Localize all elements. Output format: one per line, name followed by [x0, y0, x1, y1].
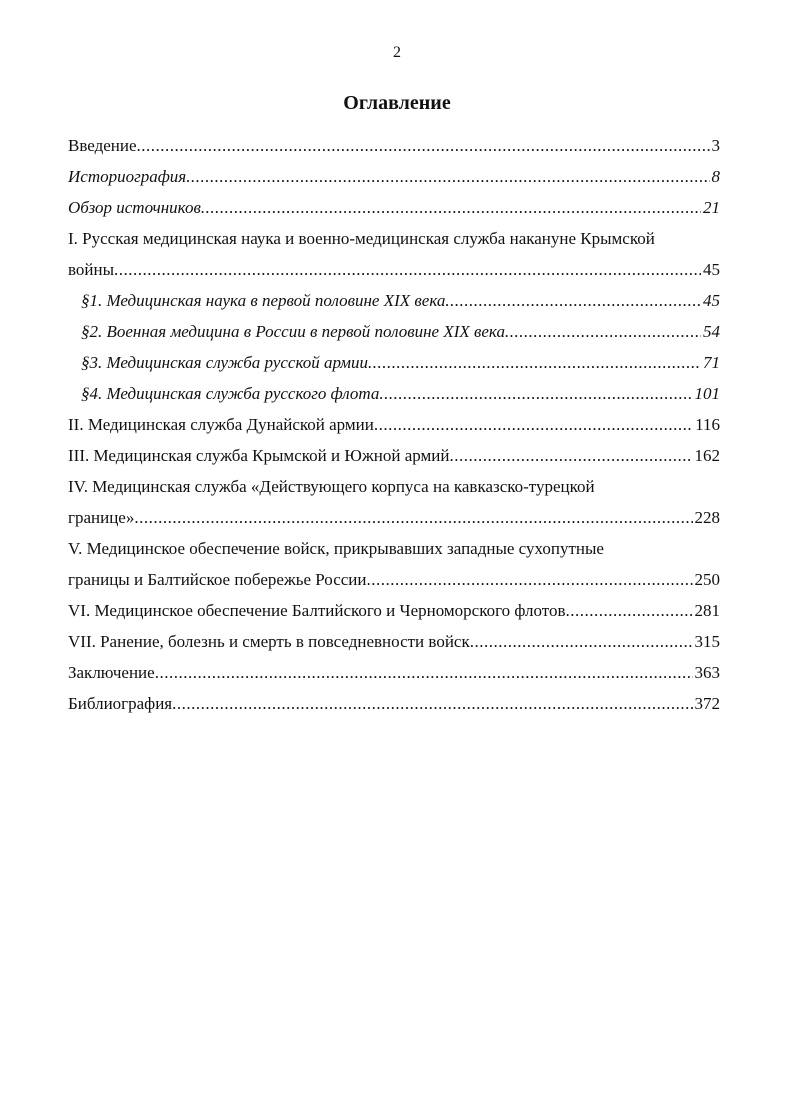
- toc-entry-label: Библиография: [68, 694, 173, 713]
- toc-entry-label: Заключение: [68, 663, 155, 682]
- toc-entry-sources[interactable]: [68, 194, 720, 225]
- toc-entry-chapter-1[interactable]: [68, 225, 720, 287]
- toc-entry-label: Введение: [68, 136, 137, 155]
- leader-dots: [505, 318, 701, 349]
- toc-entry-section-3[interactable]: [68, 349, 720, 380]
- leader-dots: [155, 659, 693, 690]
- toc-entry-label: Обзор источников: [68, 198, 201, 217]
- toc-entry-label: границе»: [68, 508, 135, 527]
- page-title: Оглавление: [343, 92, 451, 114]
- leader-dots: [565, 597, 692, 628]
- leader-dots: [201, 194, 701, 225]
- leader-dots: [449, 442, 692, 473]
- leader-dots: [445, 287, 701, 318]
- toc-entry-section-4[interactable]: [68, 380, 720, 411]
- toc-entry-label: §3. Медицинская служба русской армии: [81, 353, 369, 372]
- toc-entry-page: 363: [694, 663, 720, 682]
- toc-entry-chapter-7[interactable]: [68, 628, 720, 659]
- leader-dots: [374, 411, 693, 442]
- toc-entry-page: 116: [695, 415, 720, 434]
- toc-entry-chapter-5[interactable]: [68, 535, 720, 597]
- leader-dots: [470, 628, 693, 659]
- toc-entry-label: границы и Балтийское побережье России: [68, 570, 367, 589]
- toc-entry-chapter-3[interactable]: [68, 442, 720, 473]
- toc-entry-chapter-6[interactable]: [68, 597, 720, 628]
- toc-entry-page: 101: [694, 384, 720, 403]
- toc-entry-label-line1: I. Русская медицинская наука и военно-медицинская служба накануне Крымской: [68, 229, 655, 248]
- toc-entry-label: §2. Военная медицина в России в первой половине XIX века: [81, 322, 505, 341]
- toc-entry-label: войны: [68, 260, 115, 279]
- leader-dots: [172, 690, 692, 721]
- toc-entry-page: 281: [694, 601, 720, 620]
- toc-entry-label-line1: IV. Медицинская служба «Действующего корпуса на кавказско-турецкой: [68, 477, 595, 496]
- toc-entry-label: VI. Медицинское обеспечение Балтийского и Черноморского флотов: [68, 601, 566, 620]
- toc-entry-page: 3: [711, 136, 720, 155]
- table-of-contents: [68, 132, 720, 721]
- toc-entry-bibliography[interactable]: [68, 690, 720, 721]
- leader-dots: [137, 132, 710, 163]
- leader-dots: [114, 256, 701, 287]
- toc-entry-label: §4. Медицинская служба русского флота: [81, 384, 380, 403]
- toc-entry-page: 45: [703, 291, 720, 310]
- toc-entry-label: §1. Медицинская наука в первой половине XIX века: [81, 291, 446, 310]
- toc-entry-label: Историография: [68, 167, 187, 186]
- leader-dots: [367, 566, 693, 597]
- toc-entry-page: 228: [694, 508, 720, 527]
- toc-entry-page: 45: [703, 260, 720, 279]
- toc-entry-page: 372: [694, 694, 720, 713]
- toc-entry-chapter-4[interactable]: [68, 473, 720, 535]
- toc-entry-chapter-2[interactable]: [68, 411, 720, 442]
- toc-entry-page: 315: [694, 632, 720, 651]
- page-number: 2: [393, 44, 401, 61]
- toc-entry-historiography[interactable]: [68, 163, 720, 194]
- toc-entry-introduction[interactable]: [68, 132, 720, 163]
- toc-entry-label: II. Медицинская служба Дунайской армии: [68, 415, 374, 434]
- toc-entry-section-1[interactable]: [68, 287, 720, 318]
- toc-entry-page: 54: [703, 322, 720, 341]
- toc-entry-label: III. Медицинская служба Крымской и Южной армий: [68, 446, 450, 465]
- toc-entry-label: VII. Ранение, болезнь и смерть в повседневности войск: [68, 632, 470, 651]
- toc-entry-section-2[interactable]: [68, 318, 720, 349]
- leader-dots: [368, 349, 701, 380]
- toc-entry-page: 162: [694, 446, 720, 465]
- toc-entry-page: 250: [694, 570, 720, 589]
- leader-dots: [379, 380, 692, 411]
- toc-entry-label-line1: V. Медицинское обеспечение войск, прикрывавших западные сухопутные: [68, 539, 604, 558]
- toc-entry-page: 21: [703, 198, 720, 217]
- toc-entry-conclusion[interactable]: [68, 659, 720, 690]
- leader-dots: [134, 504, 692, 535]
- toc-entry-page: 8: [711, 167, 720, 186]
- leader-dots: [186, 163, 709, 194]
- toc-entry-page: 71: [703, 353, 720, 372]
